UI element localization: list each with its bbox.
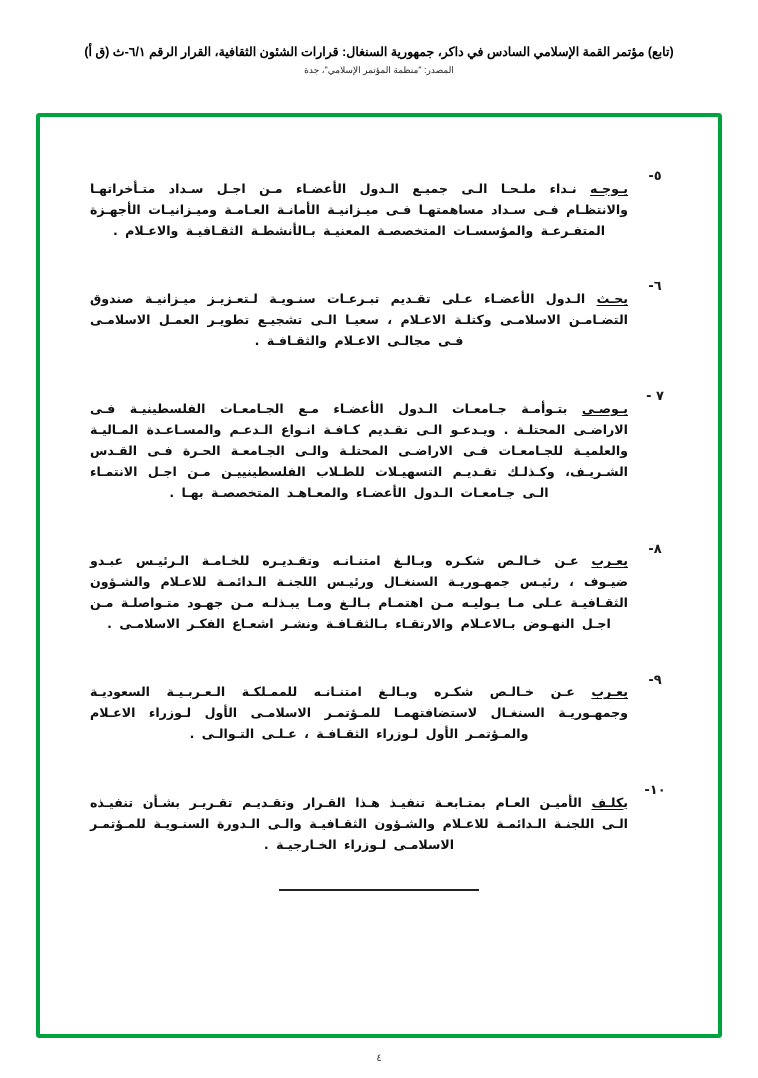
clause-body bbox=[80, 669, 632, 757]
header-source: المصدر: "منظمة المؤتمر الإسلامي"، جدة bbox=[304, 65, 454, 75]
green-border-frame bbox=[36, 113, 722, 1038]
clause-paragraph: بتـوأمـة جـامعـات الـدول الأعضـاء مـع الجـامعـات الفلسطينيـة فـى الاراضـى المحتلـة . ويـدعـو الـى تقـديم كـافـة انـواع الـدعـم والمسـاعـدة المـاليـة والعلميـة للجـامعـات فـى الاراضـى المحتلـة والـى الجـامعـة الحـرة فـى القـدس الشـريـف، وكـذلـك تقـديـم التسهيـلات للطـلاب الفلسطينييـن مـن اجـل الانتمـاء الـى جـامعـات الـدول الأعضـاء والمعـاهـد المتخصصـة بهـا . bbox=[90, 400, 628, 500]
clause-paragraph: الأميـن العـام بمتـابعـة تنفيـذ هـذا القـرار وتقـديـم تقـريـر بشـأن تنفيـذه الـى اللجنـة الـدائمـة للاعـلام والشـؤون الثقـافيـة والـى الـدورة السنـويـة للمـؤتمـر الاسلامـى لـوزراء الخـارجيـة . bbox=[90, 794, 628, 852]
clause-number: ٦- bbox=[648, 279, 662, 295]
clause-item bbox=[80, 538, 678, 647]
clause-body bbox=[80, 538, 632, 647]
clause-item bbox=[80, 669, 678, 757]
clause-text bbox=[90, 550, 628, 634]
clause-paragraph: نـداء ملـحـا الـى جميـع الـدول الأعضـاء مـن اجـل سـداد متـأخراتهـا والانتظـام فـى سـداد مساهمتهـا فـى ميـزانيـة الأمانـة العـامـة وميـزانيـات الأجهـزة المتفـرعـة والمؤسسـات المتخصصـة المعنيـة بـالأنشطـة الثقـافيـة والاعـلام . bbox=[90, 180, 628, 238]
clause-text bbox=[90, 681, 628, 744]
clause-body bbox=[80, 275, 632, 363]
clause-body bbox=[80, 779, 632, 867]
clause-number: ١٠- bbox=[644, 782, 666, 798]
clause-number: ٧ - bbox=[646, 389, 664, 405]
clause-keyword: يحـث bbox=[596, 290, 629, 306]
clause-keyword: يعـرب bbox=[591, 553, 629, 569]
horizontal-rule bbox=[279, 889, 479, 891]
scanned-page-content bbox=[80, 165, 678, 1004]
clause-number: ٥- bbox=[648, 169, 662, 184]
section-divider bbox=[80, 889, 678, 891]
clause-keyword: يـوجـه bbox=[590, 180, 628, 196]
clause-number: ٨- bbox=[648, 541, 662, 557]
clause-body bbox=[80, 385, 632, 515]
clause-item bbox=[80, 385, 678, 515]
clause-item bbox=[80, 275, 678, 363]
clause-text bbox=[90, 792, 628, 855]
clause-keyword: يعـرب bbox=[591, 684, 628, 700]
clause-paragraph: عـن خـالـص شكـره وبـالـغ امتنـانـه للممـلكـة الـعـربـيـة السعوديـة وجمهـوريـة السنغـال لاستضافتهمـا للمـؤتمـر الاسلامـى الأول لـوزراء الاعـلام والمـؤتمـر الأول لـوزراء الثقـافـة ، عـلـى التـوالـى . bbox=[90, 684, 628, 742]
clause-item bbox=[80, 165, 678, 253]
clause-body bbox=[80, 165, 632, 253]
clause-text bbox=[90, 178, 628, 241]
clause-keyword: يـوصـى bbox=[581, 400, 628, 416]
document-header bbox=[0, 44, 758, 76]
page-number: ٤ bbox=[376, 1053, 382, 1064]
header-title: (تابع) مؤتمر القمة الإسلامي السادس في داكر، جمهورية السنغال: قرارات الشئون الثقافية، القرار الرقم ٦/١-ث (ق أ) bbox=[84, 45, 674, 59]
clause-text bbox=[90, 398, 628, 503]
clause-text bbox=[90, 288, 628, 351]
clause-paragraph: عـن خـالـص شكـره وبـالـغ امتنـانـه وتقـديـره للخـامـة الـرئيـس عبـدو ضيـوف ، رئيـس جمهـوريـة السنغـال ورئيـس اللجنـة الـدائمـة للاعـلام والشـؤون الثقـافيـة عـلى مـا يـوليـه مـن اهتمـام بـالـغ ومـا يبـذلـه مـن جهـود متـواصلـة مـن اجـل النهـوض بـالاعـلام والارتقـاء بـالثقـافـة ونشـر اشعـاع الفكـر الاسلامـى . bbox=[90, 553, 628, 632]
page-footer bbox=[0, 1053, 758, 1064]
clause-keyword: يكلـف bbox=[591, 794, 628, 810]
clause-number: ٩- bbox=[648, 672, 662, 688]
clause-item bbox=[80, 779, 678, 867]
clause-paragraph: الـدول الأعضـاء عـلى تقـديم تبـرعـات سنـويـة لـتعـزيـز ميـزانيـة صندوق التضـامـن الاسلامـى وكتلـة الاعـلام ، سعيـا الـى تشجيـع تطويـر العمـل الاسلامـى فـى مجالـى الاعـلام والثقـافـة . bbox=[90, 290, 628, 348]
